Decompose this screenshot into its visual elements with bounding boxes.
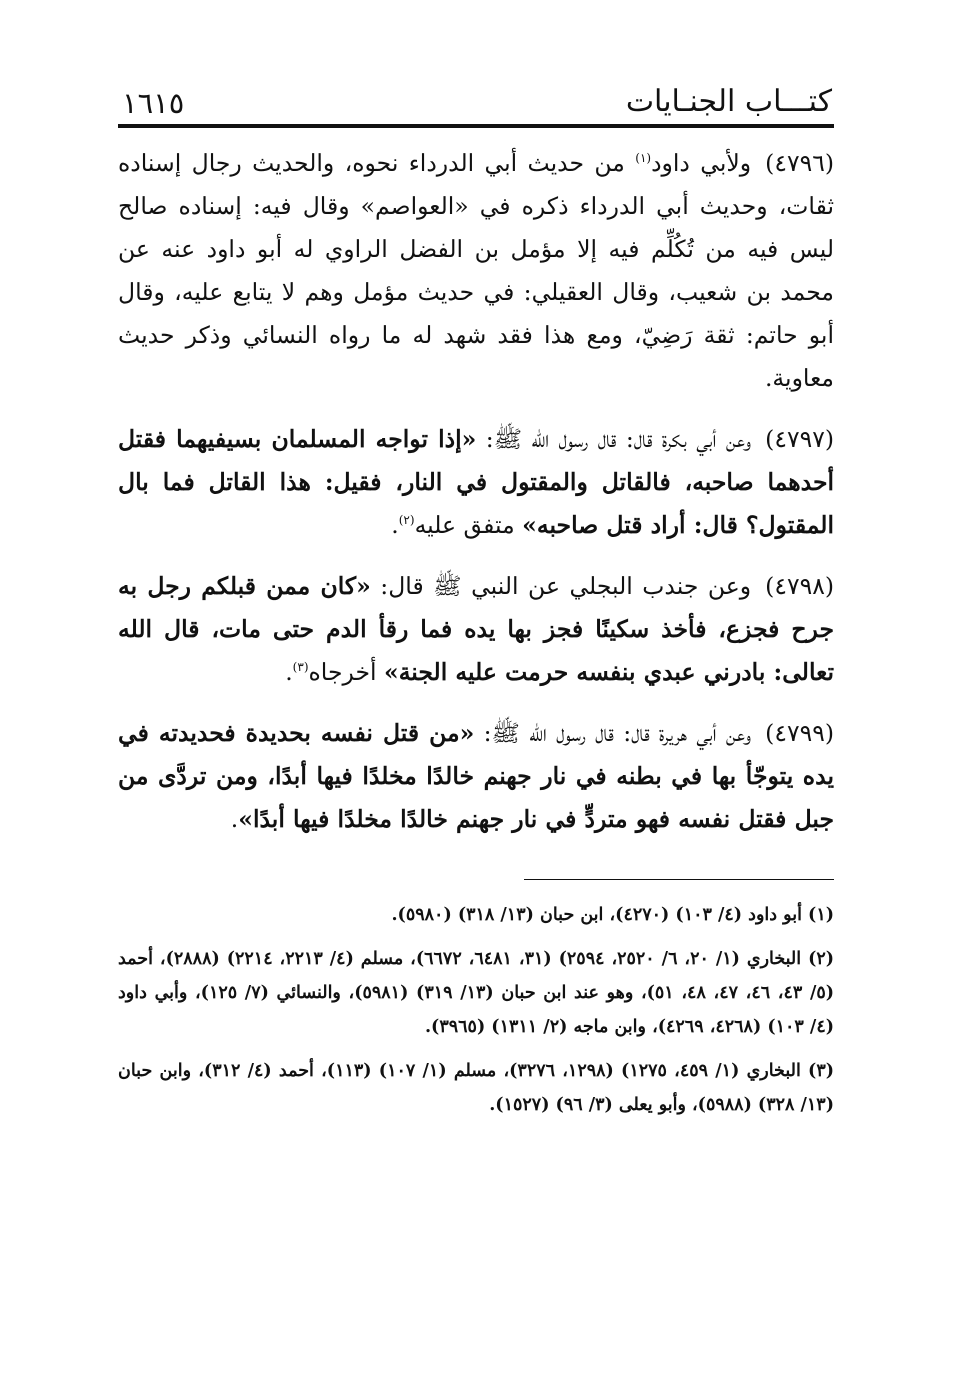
entry-text: .	[391, 511, 399, 539]
footnote-ref[interactable]: (١)	[635, 151, 652, 166]
entry-text: أخرجاه	[308, 658, 384, 686]
entry-text: وعن أبي بكرة قال: قال رسول الله ﷺ:	[476, 425, 752, 453]
hadith-number: (٤٧٩٧)	[765, 425, 834, 453]
footnote-3: (٣) البخاري (١/ ٤٥٩، ١٢٧٥) (١٢٩٨، ٣٢٧٦)، مسلم (١/ ١٠٧) (١١٣)، أحمد (٤/ ٣١٢)، وابن حبان (١٣/ ٣٢٨) (٥٩٨٨)، وأبو يعلى (٣/ ٩٦) (١٥٢٧).	[118, 1061, 835, 1115]
footnote-divider	[524, 879, 834, 880]
book-title: كتـــاب الجنـايات	[625, 84, 832, 119]
footnotes	[118, 898, 834, 1122]
footnote-ref[interactable]: (٢)	[398, 513, 415, 528]
hadith-quote: «من قتل نفسه بحديدة فحديدته في يده يتوجّأ بها في بطنه في نار جهنم خالدًا مخلدًا فيها أبدًا، ومن تردَّى من جبل فقتل نفسه فهو متردٍّ في نار جهنم خالدًا مخلدًا فيها أبدًا»	[118, 719, 834, 833]
header-divider	[118, 124, 834, 128]
hadith-number: (٤٧٩٩)	[765, 719, 834, 747]
page-header	[118, 78, 834, 122]
footnote-ref[interactable]: (٣)	[292, 660, 309, 675]
entry-text: .	[230, 805, 239, 833]
entry-text: وعن أبي هريرة قال: قال رسول الله ﷺ:	[474, 719, 752, 747]
hadith-entry	[118, 565, 834, 694]
footnote-2: (٢) البخاري (١/ ٢٠، ٦/ ٢٥٢٠، ٢٥٩٤) (٣١، ٦٤٨١، ٦٦٧٢)، مسلم (٤/ ٢٢١٣، ٢٢١٤) (٢٨٨٨)، أحمد (٥/ ٤٣، ٤٦، ٤٧، ٤٨، ٥١)، وهو عند ابن حبان (١٣/ ٣١٩) (٥٩٨١)، والنسائي (٧/ ١٢٥)، وأبي داود (٤/ ١٠٣) (٤٢٦٨، ٤٢٦٩)، وابن ماجه (٢/ ١٣١١) (٣٩٦٥).	[118, 949, 835, 1037]
page	[118, 78, 834, 1132]
page-number: ١٦١٥	[122, 86, 185, 120]
hadith-entry	[118, 712, 834, 841]
entry-text: وعن جندب البجلي عن النبي ﷺ قال:	[370, 572, 752, 600]
entry-text: .	[285, 658, 293, 686]
hadith-entry	[118, 418, 834, 547]
hadith-entry	[118, 142, 834, 400]
entry-text: ولأبي داود	[651, 149, 752, 177]
hadith-quote: «كان ممن قبلكم رجل به جرح فجزع، فأخذ سكينًا فجز بها يده فما رقأ الدم حتى مات، قال الله تعالى: بادرني عبدي بنفسه حرمت عليه الجنة»	[118, 572, 834, 686]
hadith-number: (٤٧٩٦)	[765, 149, 834, 177]
hadith-quote: «إذا تواجه المسلمان بسيفيهما فقتل أحدهما صاحبه، فالقاتل والمقتول في النار، فقيل: هذا القاتل فما بال المقتول؟ قال: أراد قتل صاحبه»	[118, 425, 834, 539]
entry-text: من حديث أبي الدرداء نحوه، والحديث رجال إسناده ثقات، وحديث أبي الدرداء ذكره في «العواصم» وقال فيه: إسناده صالح ليس فيه من تُكُلِّم فيه إلا مؤمل بن الفضل الراوي له أبو داود عنه عن محمد بن شعيب، وقال العقيلي: في حديث مؤمل وهم لا يتابع عليه، وقال أبو حاتم: ثقة رَضِيّ، ومع هذا فقد شهد له ما رواه النسائي وذكر حديث معاوية.	[118, 149, 834, 392]
entry-text: متفق عليه	[414, 511, 523, 539]
hadith-number: (٤٧٩٨)	[765, 572, 834, 600]
footnote-1: (١) أبو داود (٤/ ١٠٣) (٤٢٧٠)، ابن حبان (١٣/ ٣١٨) (٥٩٨٠).	[391, 905, 834, 925]
